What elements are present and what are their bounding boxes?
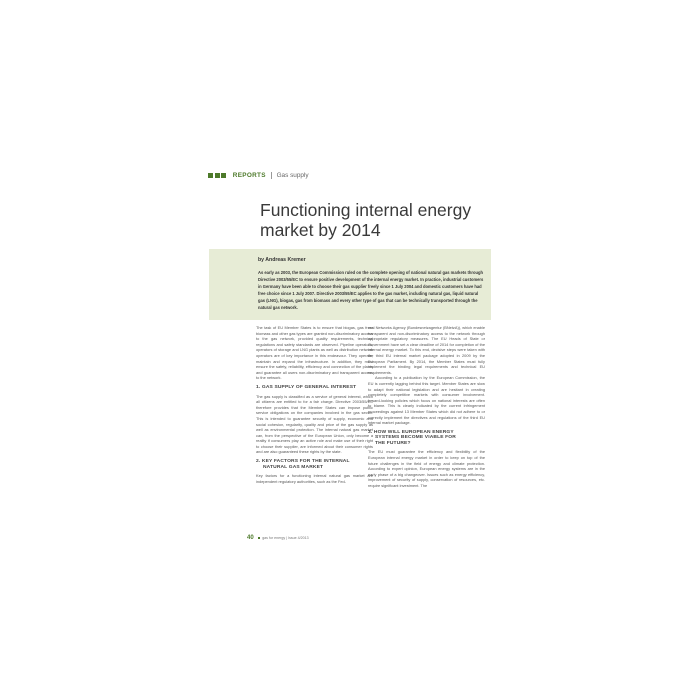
section-header	[208, 170, 309, 180]
title-line-2: market by 2014	[260, 220, 381, 240]
body-column-right	[368, 325, 485, 489]
heading-gas-supply-general-interest: 1. GAS SUPPLY OF GENERAL INTEREST	[256, 384, 357, 390]
heading-energy-systems-line-3: THE FUTURE?	[375, 440, 411, 446]
heading-key-factors-line-2: NATURAL GAS MARKET	[263, 464, 324, 470]
publication-name: gas for energy | Issue 4/2013	[262, 536, 309, 540]
heading-energy-systems-future	[368, 430, 485, 447]
heading-key-factors	[256, 459, 373, 470]
subsection-label: Gas supply	[276, 171, 309, 179]
article-title	[260, 200, 500, 240]
header-divider	[271, 172, 272, 179]
section-marker-icon	[208, 173, 228, 178]
paragraph-energy-systems: The EU must guarantee the efficiency and flexibility of the European internal energy market in order to keep on top of the future challenges in the field of energy and climate protection. According to expert opinion, European energy systems are in the early phase of a big changeover. Issues such as energy efficiency, improvement of security of supply, conservation of resources, etc. require significant investment. The	[368, 449, 485, 489]
author-byline: by Andreas Kremer	[258, 257, 306, 263]
body-column-left	[256, 325, 373, 484]
section-label: REPORTS	[232, 171, 266, 179]
paragraph-regulatory-continuation: eral Networks Agency (Bundesnetzagentur (BNetzA)), which enable transparent and non-discriminatory access to the network through appropriate regulatory measures. The EU Heads of State or Government have set a clear deadline of 2014 for completion of the internal energy market. To this end, decisive steps were taken with the third EU internal market package adopted in 2009 by the European Parliament. By 2014, the Member States must fully implement the binding legal requirements and technical EU requirements.	[368, 325, 485, 375]
lead-paragraph: As early as 2003, the European Commission ruled on the complete opening of national natural gas markets through Directive 2003/55/EC to ensure positive development of the internal energy market. In practice, industrial customers in Germany have been able to choose their gas supplier freely since 1 July 2004 and domestic customers have had free choice since 1 July 2007. Directive 2003/55/EC applies to the gas market, including natural gas, liquid natural gas (LNG), biogas, gas from biomass and every other type of gas that can be technically transported through the natural gas network.	[258, 270, 484, 310]
heading-energy-systems-line-2: SYSTEMS BECOME VIABLE FOR	[375, 435, 456, 441]
abstract-box	[209, 249, 491, 320]
page-number: 40	[247, 535, 254, 541]
footer-marker-icon	[258, 537, 261, 540]
paragraph-general-interest: The gas supply is classified as a service of general interest, which all citizens are entitled to for a fair charge. Directive 2003/55/EC therefore provides that the Member States can impose public service obligations on the companies involved in the gas sector. This is intended to guarantee security of supply, economic and social cohesion, regularity, quality and price of the gas supply as well as environmental protection. The internal natural gas market can, from the perspective of the European Union, only become a reality if consumers play an active role and make use of their right to choose their supplier, are informed about their consumer rights and are also guaranteed these rights by the state.	[256, 393, 373, 455]
paragraph-eu-lagging: According to a publication by the European Commission, the EU is currently lagging behind this target. Member States are slow to adapt their national legislation and are hesitant in creating completely competitive markets with consumer involvement. Inward-looking policies which focus on national interests are often to blame. This is clearly indicated by the current infringement proceedings against 13 Member States which did not adhere to or correctly implement the directives and regulations of the third EU internal market package.	[368, 375, 485, 426]
page-footer	[247, 535, 309, 541]
intro-paragraph: The task of EU Member States is to ensure that biogas, gas from biomass and other gas types are granted non-discriminatory access to the gas network, provided quality requirements, technical regulations and safety standards are observed. Pipeline operators, operators of storage and LNG plants as well as distribution network operators are of key importance in this endeavour. They operate, maintain and expand the infrastructure. In addition, they must ensure the safety, reliability, efficiency and connection of the plants and guarantee all users non-discriminatory and transparent access to the network.	[256, 325, 373, 381]
title-line-1: Functioning internal energy	[260, 200, 472, 220]
heading-key-factors-line-1: 2. KEY FACTORS FOR THE INTERNAL	[256, 459, 350, 465]
paragraph-key-factors: Key factors for a functioning internal natural gas market are independent regulatory authorities, such as the Fed-	[256, 473, 373, 484]
heading-energy-systems-line-1: 3. HOW WILL EUROPEAN ENERGY	[368, 429, 454, 435]
